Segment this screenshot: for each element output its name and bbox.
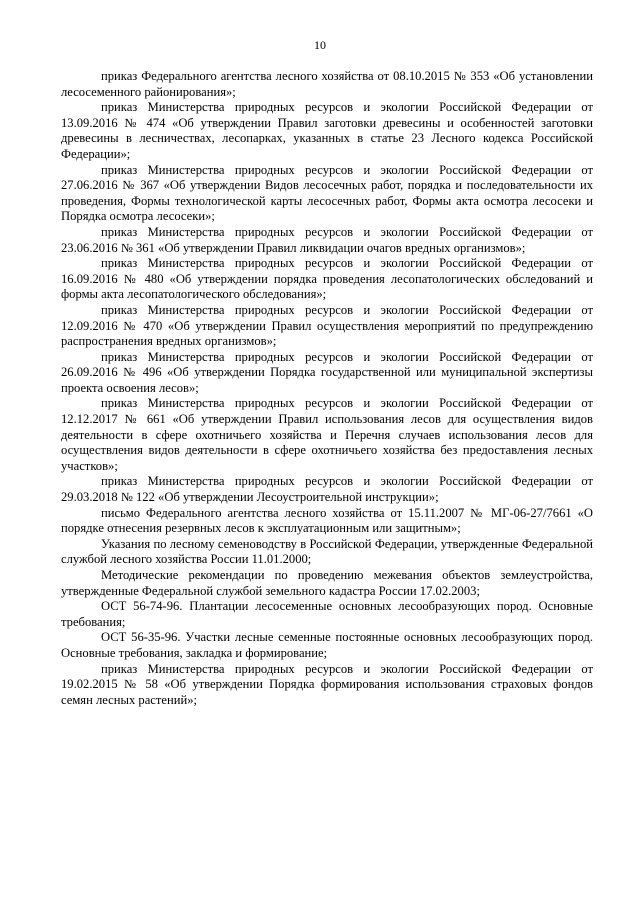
list-item: приказ Министерства природных ресурсов и экологии Российской Федерации от 27.06.2016 № 367 «Об утверждении Видов лесосечных работ, порядка и последовательности их проведения, Формы технологической карты лесосечных работ, Формы акта осмотра лесосеки и Порядка осмотра лесосеки»; (61, 162, 593, 224)
list-item: приказ Министерства природных ресурсов и экологии Российской Федерации от 13.09.2016 № 474 «Об утверждении Правил заготовки древесины и особенностей заготовки древесины в лесничествах, лесопарках, указанных в статье 23 Лесного кодекса Российской Федерации»; (61, 100, 593, 161)
list-item: письмо Федерального агентства лесного хозяйства от 15.11.2007 № МГ-06-27/7661 «О порядке отнесения резервных лесов к эксплуатационным или защитным»; (61, 505, 593, 536)
list-item: Указания по лесному семеноводству в Российской Федерации, утвержденные Федеральной службой лесного хозяйства России 11.01.2000; (61, 536, 593, 567)
list-item: ОСТ 56-35-96. Участки лесные семенные постоянные основных лесообразующих пород. Основные требования, закладка и формирование; (61, 630, 593, 660)
list-item: приказ Министерства природных ресурсов и экологии Российской Федерации от 16.09.2016 № 480 «Об утверждении порядка проведения лесопатологических обследований и формы акта лесопатологического обследования»; (61, 256, 593, 302)
list-item: приказ Министерства природных ресурсов и экологии Российской Федерации от 23.06.2016 № 361 «Об утверждении Правил ликвидации очагов вредных организмов»; (61, 224, 593, 255)
list-item: приказ Министерства природных ресурсов и экологии Российской Федерации от 12.12.2017 № 661 «Об утверждении Правил использования лесов для осуществления видов деятельности в сфере охотничьего хозяйства и Перечня случаев использования лесов для осуществления видов деятельности в сфере охотничьего хозяйства без предоставления лесных участков»; (61, 396, 593, 473)
list-item: приказ Федерального агентства лесного хозяйства от 08.10.2015 № 353 «Об установлении лесосеменного районирования»; (61, 69, 593, 99)
page-number: 10 (314, 38, 326, 52)
list-item: Методические рекомендации по проведению межевания объектов землеустройства, утвержденные Федеральной службой земельного кадастра России 17.02.2003; (61, 568, 593, 598)
regulation-list (61, 69, 593, 708)
list-item: ОСТ 56-74-96. Плантации лесосеменные основных лесообразующих пород. Основные требования; (61, 599, 593, 629)
list-item: приказ Министерства природных ресурсов и экологии Российской Федерации от 26.09.2016 № 496 «Об утверждении Порядка государственной или муниципальной экспертизы проекта освоения лесов»; (61, 349, 593, 395)
list-item: приказ Министерства природных ресурсов и экологии Российской Федерации от 19.02.2015 № 58 «Об утверждении Порядка формирования использования страховых фондов семян лесных растений»; (61, 661, 593, 707)
list-item: приказ Министерства природных ресурсов и экологии Российской Федерации от 29.03.2018 № 122 «Об утверждении Лесоустроительной инструкции»; (61, 474, 593, 505)
list-item: приказ Министерства природных ресурсов и экологии Российской Федерации от 12.09.2016 № 470 «Об утверждении Правил осуществления мероприятий по предупреждению распространения вредных организмов»; (61, 302, 593, 349)
